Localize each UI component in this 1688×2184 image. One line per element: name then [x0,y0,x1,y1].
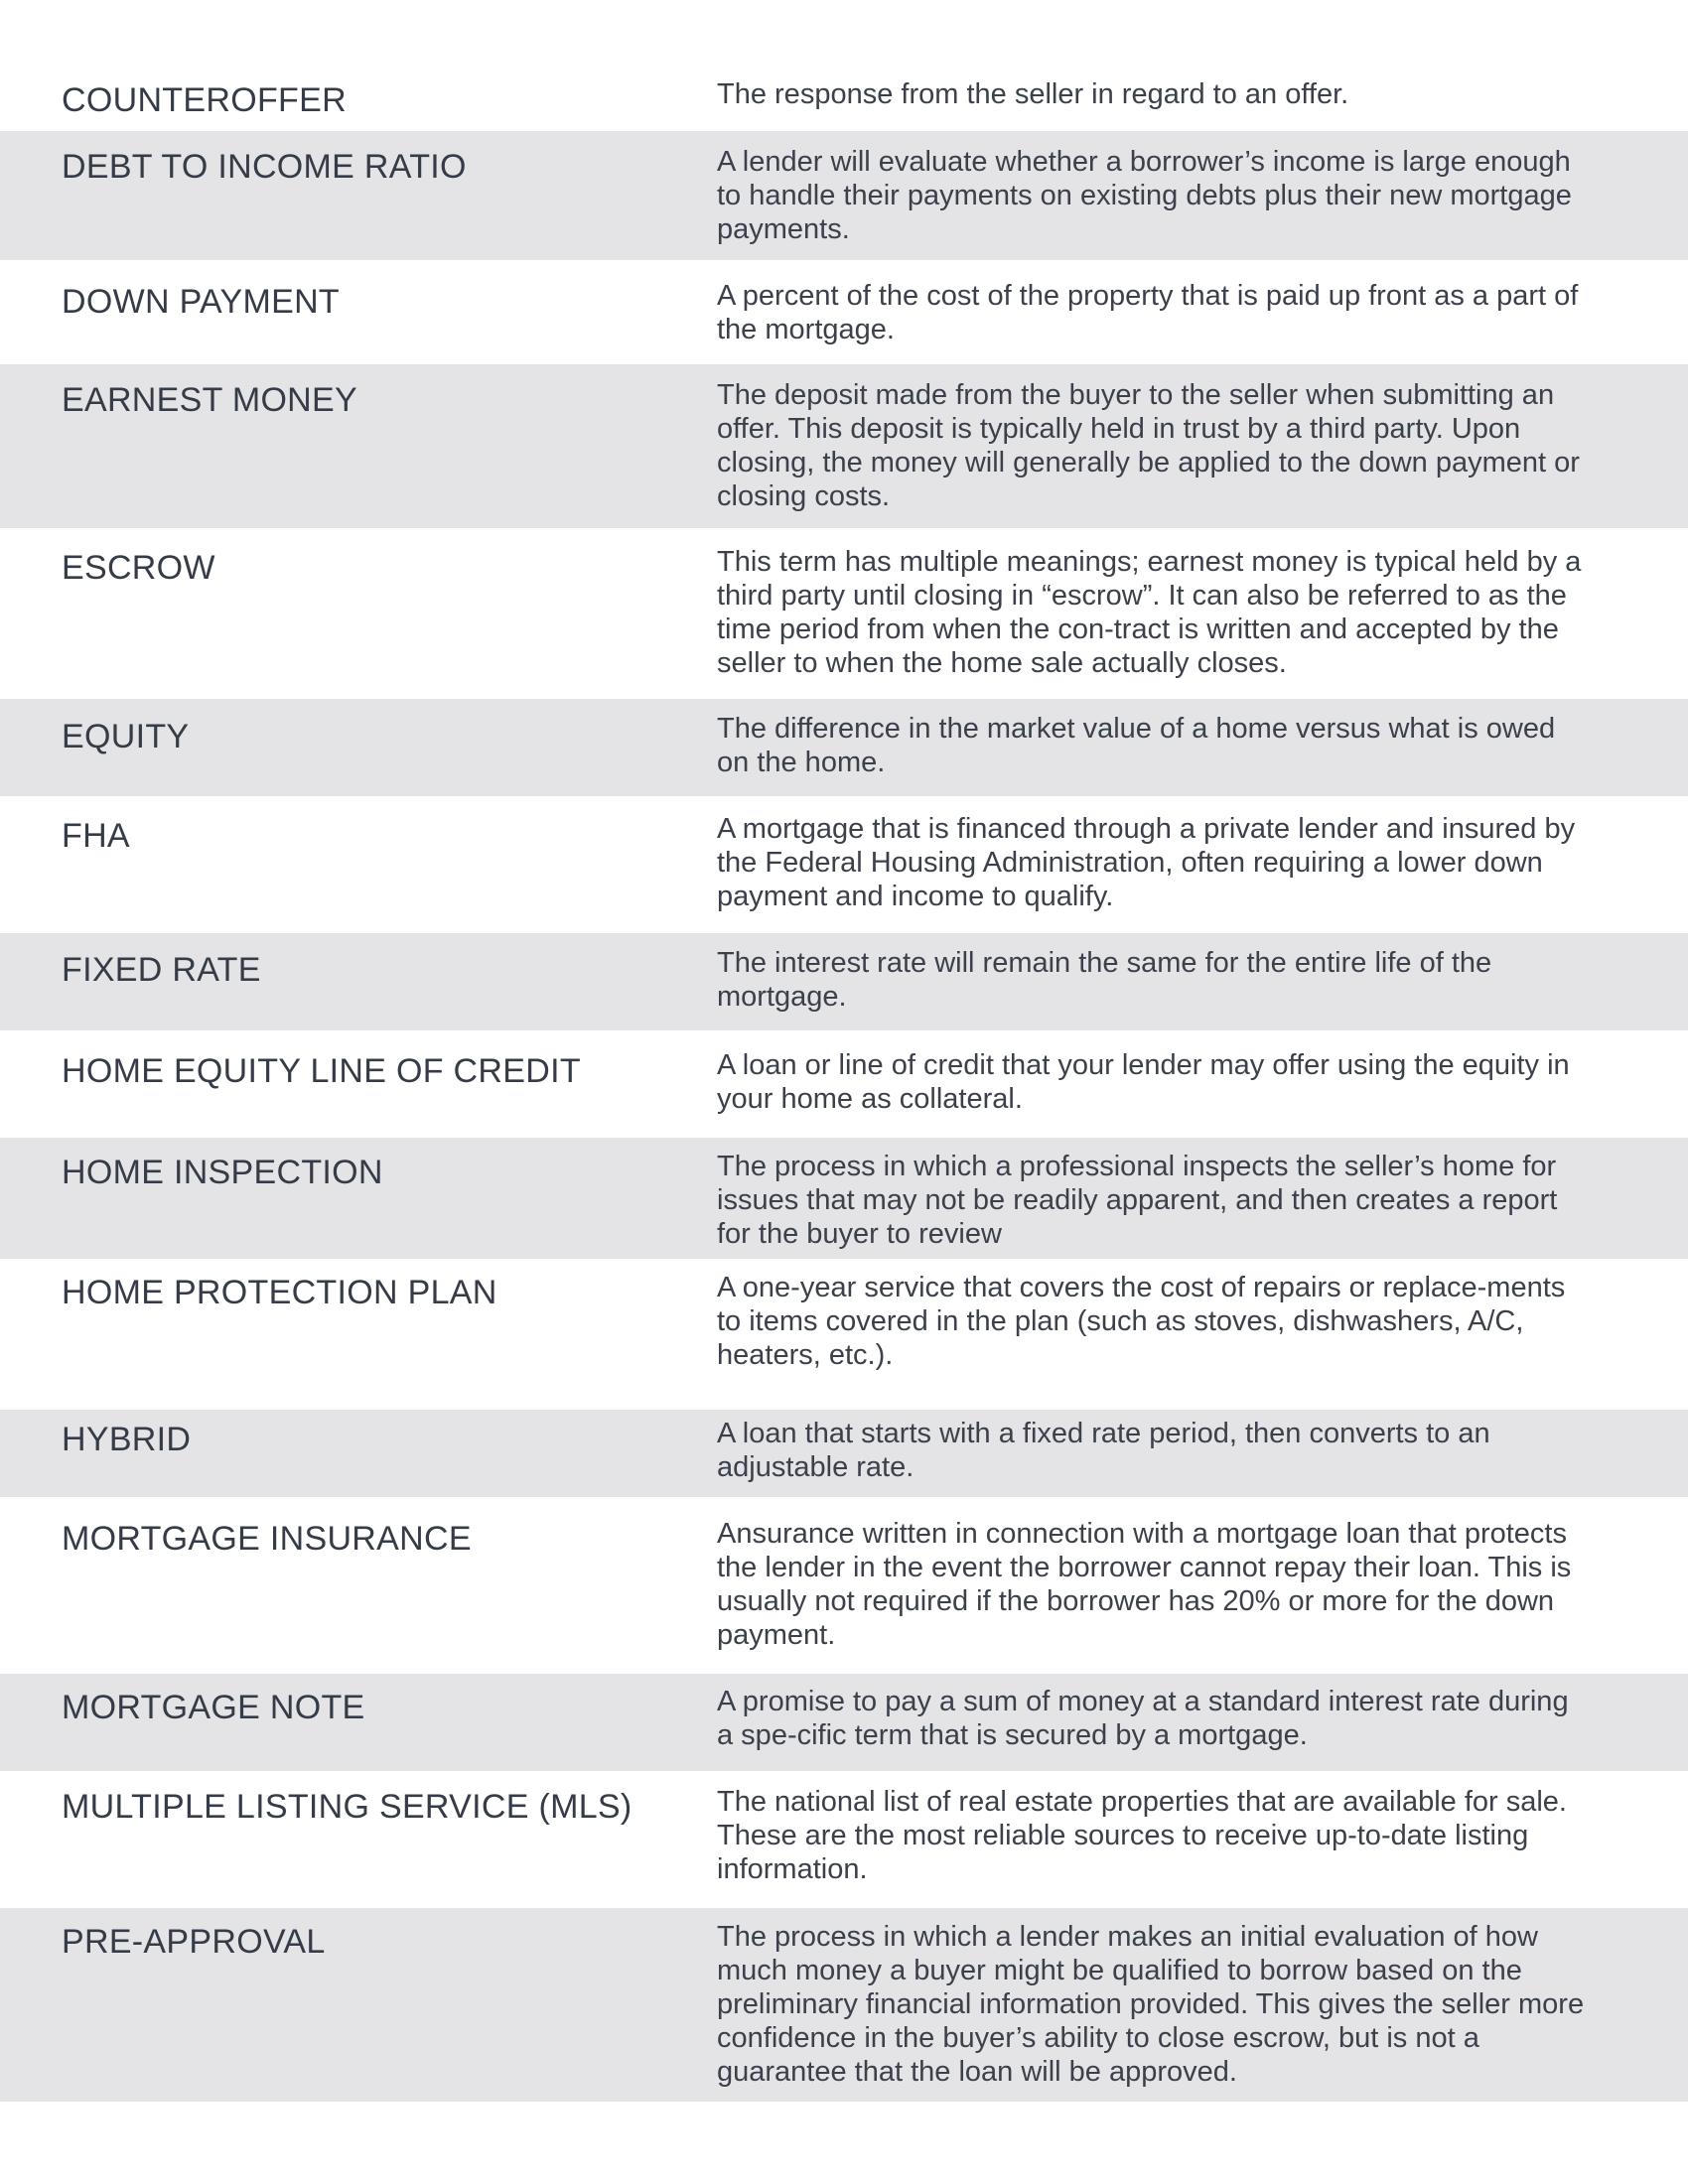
glossary-term: DOWN PAYMENT [62,283,340,321]
glossary-row [0,1497,1688,1674]
glossary-row [0,62,1688,131]
glossary-definition: The interest rate will remain the same for the entire life of the mortgage. [717,947,1492,1013]
glossary-row [0,699,1688,796]
glossary-term: EARNEST MONEY [62,381,357,419]
glossary-row [0,364,1688,528]
glossary-term: MULTIPLE LISTING SERVICE (MLS) [62,1788,633,1826]
glossary-definition: A mortgage that is financed through a private lender and insured by the Federal Housing Administration, often requiring a lower down payment and income to qualify. [717,813,1576,912]
glossary-definition: The difference in the market value of a home versus what is owed on the home. [717,713,1556,778]
glossary-row [0,131,1688,260]
glossary-definition: A loan or line of credit that your lender may offer using the equity in your home as collateral. [717,1049,1570,1115]
glossary-definition: The process in which a professional inspects the seller’s home for issues that may not be readily apparent, and then creates a report for the buyer to review [717,1151,1558,1250]
glossary-term: MORTGAGE NOTE [62,1689,365,1726]
glossary-row [0,796,1688,933]
glossary-row [0,528,1688,699]
glossary-definition: This term has multiple meanings; earnest money is typical held by a third party until closing in “escrow”. It can also be referred to as the time period from when the con-tract is written and accepted by the seller to when the home sale actually closes. [717,546,1582,679]
glossary-term: COUNTEROFFER [62,81,347,119]
glossary-row [0,1771,1688,1908]
glossary-definition: A one-year service that covers the cost of repairs or replace-ments to items covered in the plan (such as stoves, dishwashers, A/C, heaters, etc.). [717,1272,1566,1371]
glossary-row [0,1908,1688,2102]
glossary-row [0,260,1688,364]
glossary-term: FHA [62,817,130,855]
glossary-term: FIXED RATE [62,951,261,989]
glossary-term: ESCROW [62,549,215,587]
glossary-definition: The process in which a lender makes an initial evaluation of how much money a buyer might be qualified to borrow based on the preliminary financial information provided. This gives the seller more confidence in the buyer’s ability to close escrow, but is not a guarantee that the loan will be approved. [717,1921,1585,2088]
glossary-row [0,1674,1688,1771]
glossary-definition: The national list of real estate properties that are available for sale. These are the most reliable sources to receive up-to-date listing information. [717,1786,1567,1885]
glossary-term: PRE-APPROVAL [62,1923,326,1961]
glossary-row [0,1030,1688,1138]
glossary-term: HYBRID [62,1421,192,1458]
glossary-term: HOME INSPECTION [62,1154,383,1191]
glossary-term: MORTGAGE INSURANCE [62,1520,472,1558]
glossary-definition: A loan that starts with a fixed rate period, then converts to an adjustable rate. [717,1418,1490,1483]
glossary-definition: A promise to pay a sum of money at a standard interest rate during a spe-cific term that is secured by a mortgage. [717,1686,1569,1751]
glossary-definition: The response from the seller in regard to an offer. [717,78,1349,110]
glossary-row [0,1410,1688,1497]
glossary-definition: A lender will evaluate whether a borrower’s income is large enough to handle their payments on existing debts plus their new mortgage payments. [717,146,1572,245]
glossary-definition: Ansurance written in connection with a mortgage loan that protects the lender in the event the borrower cannot repay their loan. This is usually not required if the borrower has 20% or more for the down payment. [717,1518,1572,1651]
glossary-definition: The deposit made from the buyer to the seller when submitting an offer. This deposit is typically held in trust by a third party. Upon closing, the money will generally be applied to the down payment or closing costs. [717,379,1580,512]
glossary-row [0,933,1688,1030]
glossary-term: HOME PROTECTION PLAN [62,1274,497,1311]
glossary-term: DEBT TO INCOME RATIO [62,148,467,186]
glossary-term: EQUITY [62,718,190,755]
glossary-row [0,1259,1688,1410]
glossary-definition: A percent of the cost of the property that is paid up front as a part of the mortgage. [717,280,1579,345]
glossary-row [0,1138,1688,1259]
glossary-term: HOME EQUITY LINE OF CREDIT [62,1052,581,1090]
